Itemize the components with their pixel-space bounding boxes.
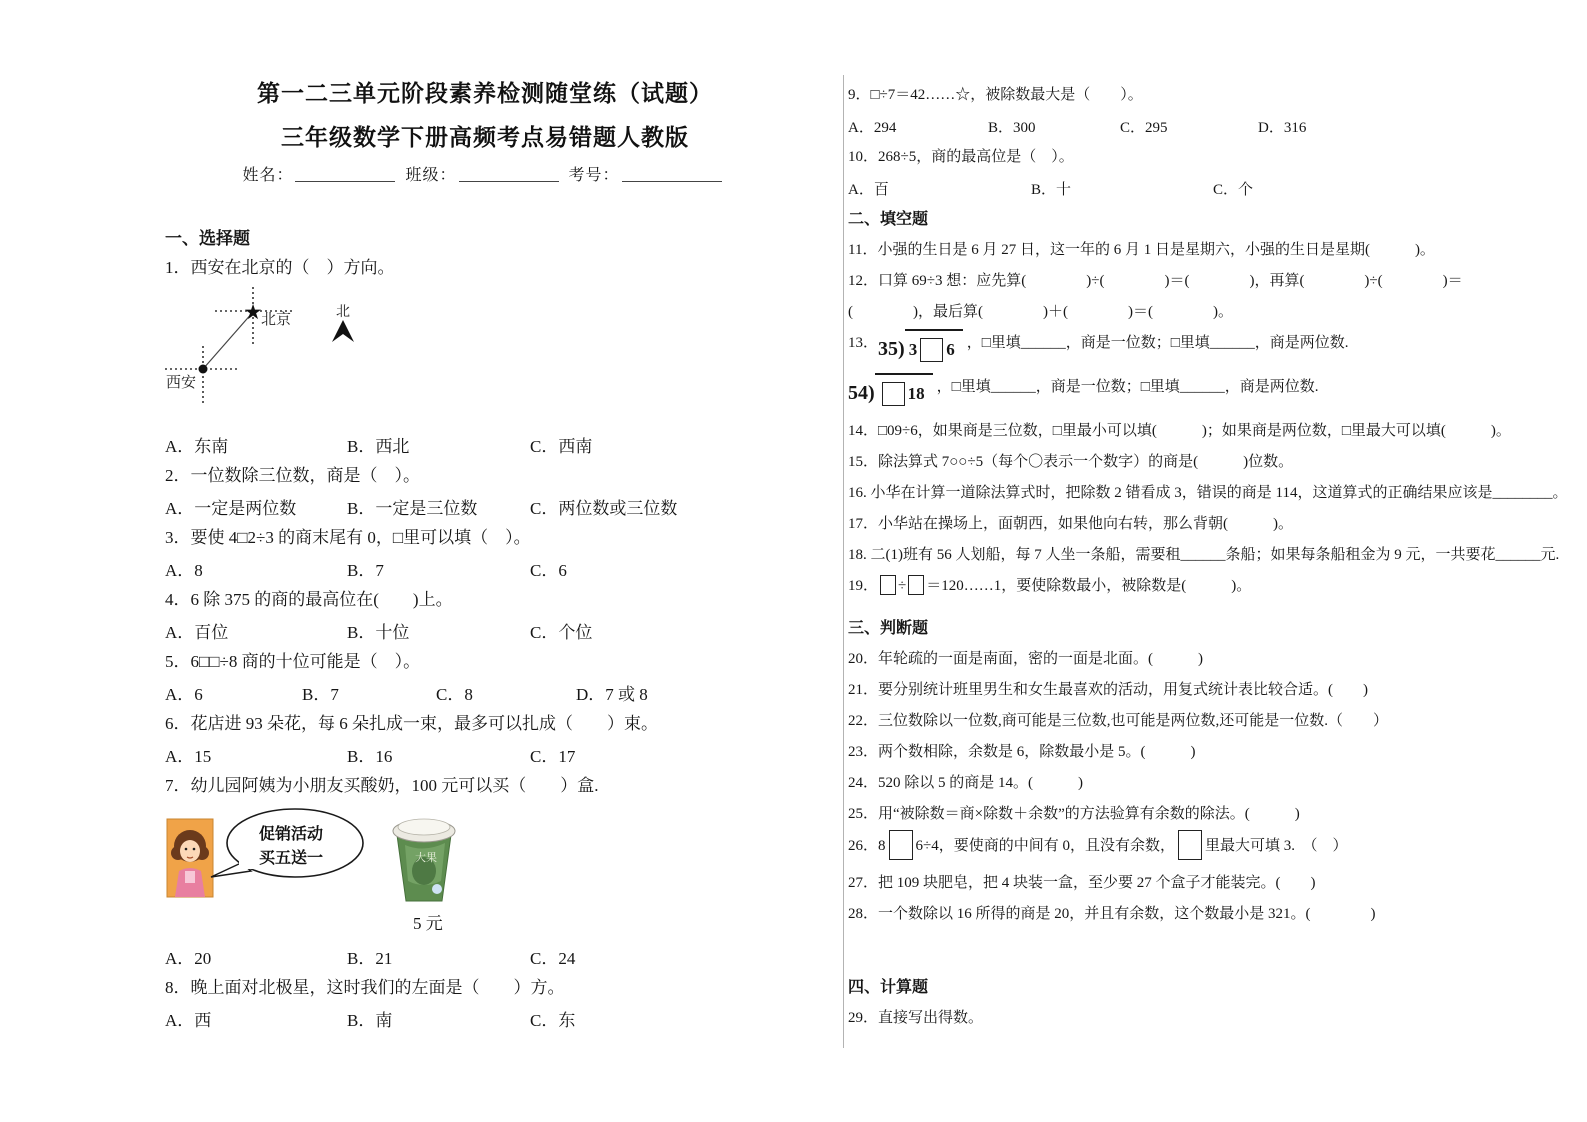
q19-divisor-box[interactable] (908, 575, 924, 595)
q1-options (165, 429, 805, 460)
long-division-expression-2 (848, 373, 933, 411)
q13-dividend-1 (905, 329, 963, 365)
question-26 (848, 830, 1538, 868)
q9-option-d: D．316 (1258, 120, 1307, 136)
question-25: 25．用“被除数＝商×除数＋余数”的方法验算有余数的除法。( ) (848, 806, 1300, 822)
exam-no-blank[interactable] (622, 166, 722, 182)
q2-options (165, 491, 805, 522)
question-24: 24．520 除以 5 的商是 14。( ) (848, 775, 1083, 791)
question-2: 2．一位数除三位数，商是（ ）。 (165, 466, 420, 485)
cartoon-woman (167, 819, 213, 897)
price-label: 5 元 (413, 914, 443, 933)
north-label: 北 (336, 305, 350, 320)
promo-text-line2: 买五送一 (259, 850, 324, 867)
q19-number: 19． (848, 578, 879, 594)
question-15: 15．除法算式 7○○÷5（每个〇表示一个数字）的商是( )位数。 (848, 454, 1294, 470)
question-23: 23．两个数相除，余数是 6，除数最小是 5。( ) (848, 744, 1196, 760)
q13-dividend-2-digits: 18 (907, 384, 925, 403)
q4-option-c: C．个位 (530, 623, 593, 642)
question-18: 18. 二(1)班有 56 人划船，每 7 人坐一条船，需要租______条船；如果每条船租金为 9 元，一共要花______元. (848, 547, 1560, 563)
question-16: 16. 小华在计算一道除法算式时，把除数 2 错看成 3，错误的商是 114，这道算式的正确结果应该是________。 (848, 485, 1568, 501)
question-5: 5．6□□÷8 商的十位可能是（ ）。 (165, 652, 421, 671)
q2-option-c: C．两位数或三位数 (530, 499, 678, 518)
q7-option-a: A．20 (165, 949, 212, 968)
column-divider (843, 75, 844, 1048)
question-11: 11．小强的生日是 6 月 27 日，这一年的 6 月 1 日是星期六，小强的生日是星期( )。 (848, 242, 1435, 258)
question-19 (848, 571, 1538, 605)
q3-option-c: C．6 (530, 561, 567, 580)
yogurt-cup (393, 819, 455, 901)
question-21: 21．要分别统计班里男生和女生最喜欢的活动，用复式统计表比较合适。( ) (848, 682, 1368, 698)
question-22: 22．三位数除以一位数,商可能是三位数,也可能是两位数,还可能是一位数.（ ） (848, 713, 1389, 729)
left-column (165, 70, 805, 1034)
question-14: 14．□09÷6，如果商是三位数，□里最小可以填( )；如果商是两位数，□里最大可以填( )。 (848, 423, 1511, 439)
q4-options (165, 615, 805, 646)
q3-options (165, 553, 805, 584)
question-13-line1 (848, 328, 1538, 372)
question-10: 10．268÷5，商的最高位是（ ）。 (848, 149, 1074, 165)
q10-option-a: A．百 (848, 182, 889, 198)
class-label: 班级： (405, 167, 457, 184)
section-1-heading: 一、选择题 (165, 229, 250, 248)
q13-line1-text: ，□里填______，商是一位数；□里填______，商是两位数. (966, 335, 1349, 351)
q9-option-b: B．300 (988, 120, 1036, 136)
q26-blank-box-2[interactable] (1178, 830, 1202, 860)
q5-option-a: A．6 (165, 685, 203, 704)
q5-option-c: C．8 (436, 685, 473, 704)
q19-dividend-box[interactable] (880, 575, 896, 595)
q7-promo-illustration (165, 801, 805, 941)
question-6: 6．花店进 93 朵花，每 6 朵扎成一束，最多可以扎成（ ）束。 (165, 714, 658, 733)
section-4-heading: 四、计算题 (848, 979, 929, 996)
promo-text-line1: 促销活动 (259, 826, 324, 843)
q13-line2-text: ，□里填______，商是一位数；□里填______，商是两位数. (936, 379, 1319, 395)
promo-illustration-svg (165, 801, 475, 941)
q1-map-diagram (165, 283, 805, 429)
q13-dividend-1-digit1: 3 (908, 340, 918, 359)
q13-divisor-1: 35) (878, 338, 905, 360)
q10-option-b: B．十 (1031, 182, 1072, 198)
name-label: 姓名： (242, 167, 294, 184)
xian-label: 西安 (166, 375, 197, 391)
speech-bubble (211, 809, 363, 877)
right-column (848, 70, 1568, 1034)
q13-divisor-2: 54) (848, 382, 875, 404)
question-7: 7．幼儿园阿姨为小朋友买酸奶，100 元可以买（ ）盒. (165, 776, 599, 795)
question-28: 28．一个数除以 16 所得的商是 20，并且有余数，这个数最小是 321。( ) (848, 906, 1376, 922)
q26-suffix: 里最大可填 3. （ ） (1205, 838, 1348, 854)
question-20: 20．年轮疏的一面是南面，密的一面是北面。( ) (848, 651, 1203, 667)
q6-option-c: C．17 (530, 747, 576, 766)
doc-title: 第一二三单元阶段素养检测随堂练（试题） (257, 80, 713, 106)
q7-options (165, 941, 805, 972)
q26-blank-box-1[interactable] (889, 830, 913, 860)
question-1: 1．西安在北京的（ ）方向。 (165, 258, 395, 277)
exam-no-label: 考号： (568, 167, 620, 184)
class-blank[interactable] (459, 166, 559, 182)
q9-option-c: C．295 (1120, 120, 1168, 136)
question-12-line1: 12．口算 69÷3 想：应先算( )÷( )＝( )，再算( )÷( )＝ (848, 273, 1463, 289)
q1-option-b: B．西北 (347, 437, 410, 456)
q26-prefix: 26．8 (848, 838, 886, 854)
yogurt-label-text: 大果 (415, 852, 437, 864)
q10-options (848, 173, 1538, 204)
question-4: 4．6 除 375 的商的最高位在( )上。 (165, 590, 453, 609)
q1-option-c: C．西南 (530, 437, 593, 456)
question-12-line2: ( )，最后算( )＋( )＝( )。 (848, 304, 1233, 320)
long-division-expression-1 (878, 329, 963, 367)
q5-options (165, 677, 805, 708)
q8-option-c: C．东 (530, 1011, 576, 1030)
beijing-star-icon: ★ (243, 300, 263, 324)
q13-blank-box-1[interactable] (920, 338, 943, 362)
q6-options (165, 739, 805, 770)
q8-option-a: A．西 (165, 1011, 212, 1030)
q13-number: 13． (848, 335, 879, 351)
q26-middle: 6÷4，要使商的中间有 0，且没有余数， (915, 838, 1175, 854)
q6-option-b: B．16 (347, 747, 393, 766)
q2-option-a: A．一定是两位数 (165, 499, 297, 518)
q8-options (165, 1003, 805, 1034)
question-3: 3．要使 4□2÷3 的商末尾有 0，□里可以填（ ）。 (165, 528, 531, 547)
q5-option-b: B．7 (302, 685, 339, 704)
q13-dividend-2 (875, 373, 933, 409)
q19-text: ＝120……1，要使除数最小，被除数是( )。 (926, 578, 1252, 594)
doc-subtitle: 三年级数学下册高频考点易错题人教版 (281, 124, 689, 150)
question-8: 8．晚上面对北极星，这时我们的左面是（ ）方。 (165, 978, 565, 997)
question-13-line2 (848, 372, 1538, 416)
q3-option-a: A．8 (165, 561, 203, 580)
q2-option-b: B．一定是三位数 (347, 499, 478, 518)
q9-option-a: A．294 (848, 120, 897, 136)
q4-option-b: B．十位 (347, 623, 410, 642)
student-info-row (165, 164, 805, 188)
q7-option-b: B．21 (347, 949, 393, 968)
question-9: 9．□÷7＝42……☆，被除数最大是（ ）。 (848, 87, 1143, 103)
q19-divide-sign: ÷ (898, 578, 907, 594)
q7-option-c: C．24 (530, 949, 576, 968)
q6-option-a: A．15 (165, 747, 212, 766)
q10-option-c: C．个 (1213, 182, 1254, 198)
north-arrow-icon (332, 320, 354, 342)
question-29: 29．直接写出得数。 (848, 1010, 984, 1026)
beijing-label: 北京 (261, 312, 292, 328)
q3-option-b: B．7 (347, 561, 384, 580)
q13-dividend-1-digit2: 6 (946, 340, 955, 359)
section-3-heading: 三、判断题 (848, 620, 929, 637)
name-blank[interactable] (295, 166, 395, 182)
q1-option-a: A．东南 (165, 437, 229, 456)
q13-blank-box-2[interactable] (882, 382, 905, 406)
q4-option-a: A．百位 (165, 623, 229, 642)
question-17: 17．小华站在操场上，面朝西，如果他向右转，那么背朝( )。 (848, 516, 1293, 532)
xian-dot (199, 365, 208, 374)
question-27: 27．把 109 块肥皂，把 4 块装一盒，至少要 27 个盒子才能装完。( ) (848, 875, 1316, 891)
q8-option-b: B．南 (347, 1011, 393, 1030)
q5-option-d: D．7 或 8 (576, 685, 648, 704)
map-diagram-svg (165, 283, 465, 429)
q9-options (848, 111, 1538, 142)
section-2-heading: 二、填空题 (848, 211, 929, 228)
